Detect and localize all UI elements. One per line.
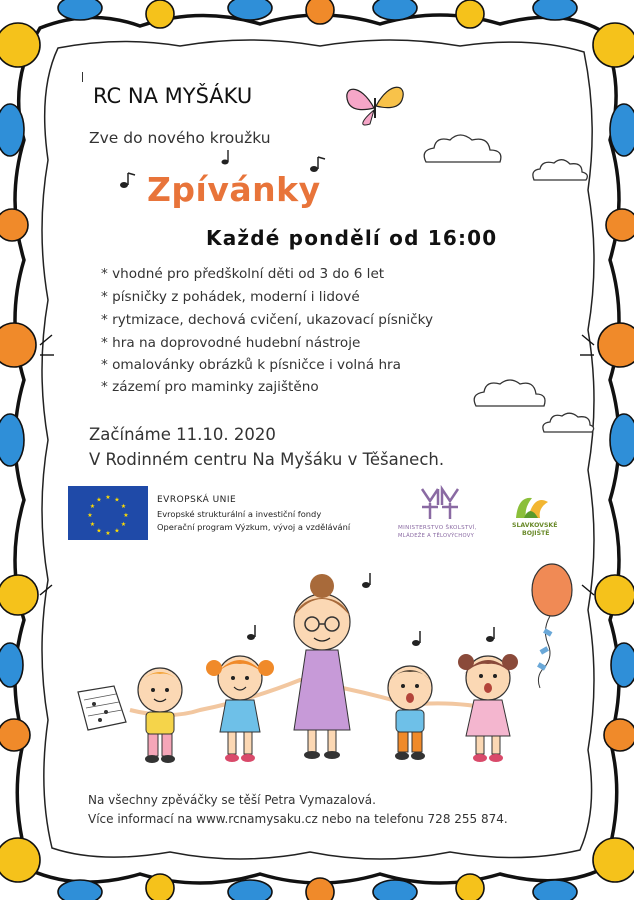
- text-cursor: [82, 72, 83, 82]
- slavkovske-bojiste-line1: SLAVKOVSKÉ: [512, 522, 558, 529]
- svg-text:★: ★: [105, 530, 111, 537]
- feature-list-item: * zázemí pro maminky zajištěno: [101, 379, 319, 395]
- svg-text:★: ★: [96, 496, 102, 504]
- feature-list-item: * rytmizace, dechová cvičení, ukazovací písničky: [101, 312, 434, 328]
- cloud-icon: [470, 376, 550, 412]
- svg-text:★: ★: [89, 521, 96, 528]
- butterfly-illustration: [340, 80, 410, 130]
- eu-program-text: Operační program Výzkum, vývoj a vzdělávání: [157, 522, 351, 532]
- svg-text:★: ★: [123, 512, 129, 519]
- kids-and-teacher-illustration: [110, 570, 530, 770]
- feature-list-item: * hra na doprovodné hudební nástroje: [101, 335, 361, 351]
- organization-title: RC NA MYŠÁKU: [93, 84, 253, 108]
- schedule-text: Každé pondělí od 16:00: [206, 226, 498, 250]
- feature-list-item: * písničky z pohádek, moderní i lidové: [101, 289, 360, 305]
- msmt-name-line1: MINISTERSTVO ŠKOLSTVÍ,: [398, 525, 477, 531]
- svg-text:★: ★: [120, 503, 127, 510]
- footer-contact-info: Více informací na www.rcnamysaku.cz nebo na telefonu 728 255 874.: [88, 812, 508, 826]
- svg-text:★: ★: [87, 512, 93, 519]
- start-date-text: Začínáme 11.10. 2020: [89, 425, 276, 444]
- svg-text:★: ★: [114, 527, 120, 535]
- cloud-icon: [418, 130, 508, 170]
- msmt-logo: [418, 485, 462, 523]
- cloud-icon: [540, 410, 596, 438]
- invitation-text: Zve do nového kroužku: [89, 129, 271, 147]
- slavkovske-bojiste-line2: BOJIŠTĚ: [522, 530, 550, 537]
- svg-text:★: ★: [96, 527, 102, 535]
- venue-text: V Rodinném centru Na Myšáku v Těšanech.: [89, 450, 445, 469]
- cloud-icon: [528, 156, 590, 186]
- msmt-name-line2: MLÁDEŽE A TĚLOVÝCHOVY: [398, 533, 475, 539]
- eu-flag-logo: [68, 486, 148, 540]
- svg-text:★: ★: [105, 494, 111, 501]
- music-note-icon: [220, 148, 234, 166]
- eu-title: EVROPSKÁ UNIE: [157, 495, 237, 505]
- feature-list-item: * vhodné pro předškolní děti od 3 do 6 let: [101, 266, 385, 282]
- svg-text:★: ★: [89, 503, 96, 510]
- slavkovske-bojiste-logo: [512, 492, 552, 522]
- feature-list-item: * omalovánky obrázků k písničce i volná hra: [101, 357, 401, 373]
- svg-text:★: ★: [120, 521, 127, 528]
- svg-text:★: ★: [114, 496, 120, 504]
- eu-fund-text: Evropské strukturální a investiční fondy: [157, 509, 322, 519]
- music-note-icon: [118, 170, 138, 190]
- footer-contact-person: Na všechny zpěváčky se těší Petra Vymazalová.: [88, 793, 376, 807]
- club-name-heading: Zpívánky: [147, 170, 321, 209]
